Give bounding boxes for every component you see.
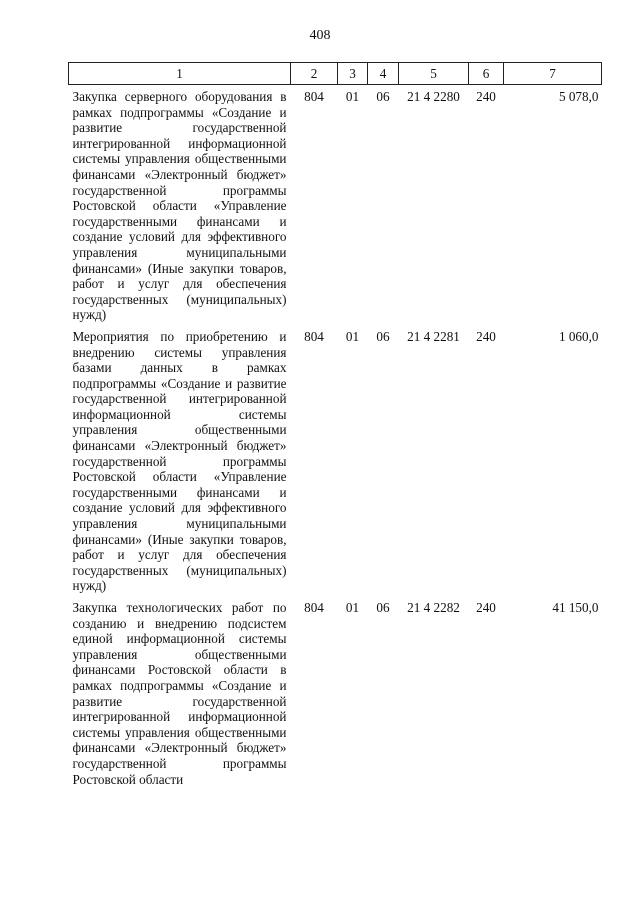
row-section-code: 01 bbox=[345, 600, 360, 615]
column-header-4: 4 bbox=[368, 63, 399, 85]
table-header bbox=[69, 63, 602, 85]
row-target-article: 21 4 2282 bbox=[407, 600, 460, 615]
row-section-code: 01 bbox=[345, 89, 360, 104]
table-row bbox=[69, 329, 602, 600]
row-section-code: 01 bbox=[345, 328, 360, 344]
column-header-5: 5 bbox=[399, 63, 469, 85]
page-number: 408 bbox=[309, 28, 331, 43]
row-target-article: 21 4 2280 bbox=[407, 89, 460, 104]
column-header-7: 7 bbox=[504, 63, 602, 85]
row-ministry-code: 804 bbox=[304, 328, 324, 344]
table-row bbox=[69, 85, 602, 329]
row-expense-type: 240 bbox=[476, 89, 496, 104]
row-target-article: 21 4 2281 bbox=[407, 328, 460, 344]
column-header-2: 2 bbox=[291, 63, 338, 85]
table-row bbox=[69, 600, 602, 793]
row-subsection-code: 06 bbox=[376, 328, 390, 344]
row-description: Закупка серверного оборудования в рамках подпрограммы «Создание и развитие государственной интегрированной информационной системы управления общественными финансами «Электронный бюджет» государственной программы Ростовской области «Управление государственными финансами и создание условий для эффективного управления муниципальными финансами» (Иные закупки товаров, работ и услуг для обеспечения государственных (муниципальных) нужд) bbox=[72, 89, 287, 323]
row-description: Закупка технологических работ по созданию и внедрению подсистем единой информационной системы управления общественными финансами Ростовской области в рамках подпрограммы «Создание и развитие государственной интегрированной информационной системы управления общественными финансами «Электронный бюджет» государственной программы Ростовской области bbox=[72, 600, 287, 787]
row-ministry-code: 804 bbox=[304, 600, 324, 615]
row-amount: 1 060,0 bbox=[558, 328, 599, 344]
row-amount: 41 150,0 bbox=[552, 600, 599, 615]
row-ministry-code: 804 bbox=[304, 89, 324, 104]
row-subsection-code: 06 bbox=[376, 600, 390, 615]
column-header-3: 3 bbox=[338, 63, 368, 85]
column-header-1: 1 bbox=[69, 63, 291, 85]
header-row bbox=[69, 63, 602, 85]
budget-table bbox=[68, 62, 602, 793]
row-expense-type: 240 bbox=[476, 600, 496, 615]
row-description: Мероприятия по приобретению и внедрению системы управления базами данных в рамках подпрограммы «Создание и развитие государственной интегрированной информационной системы управления общественными финансами «Электронный бюджет» государственной программы Ростовской области «Управление государственными финансами и создание условий для эффективного управления муниципальными финансами» (Иные закупки товаров, работ и услуг для обеспечения государственных (муниципальных) нужд) bbox=[72, 328, 287, 594]
row-expense-type: 240 bbox=[476, 328, 496, 344]
column-header-6: 6 bbox=[469, 63, 504, 85]
row-subsection-code: 06 bbox=[376, 89, 390, 104]
table-body bbox=[69, 85, 602, 794]
row-amount: 5 078,0 bbox=[558, 89, 599, 104]
